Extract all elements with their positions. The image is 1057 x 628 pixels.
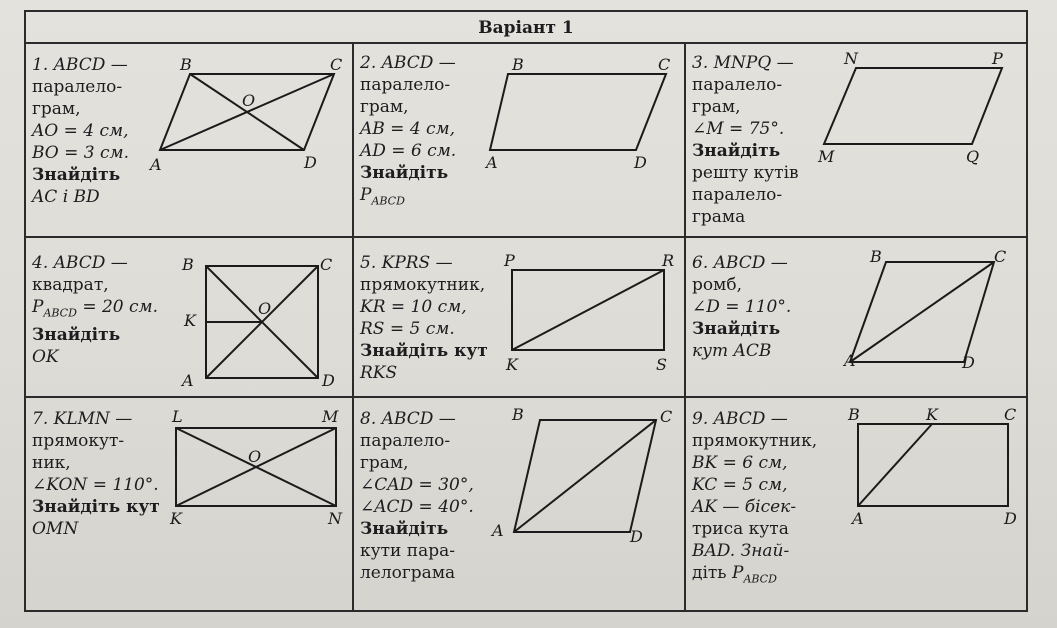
problem-5-text: 5. KPRS — прямокутник, KR = 10 см, RS = 5 см. Знайдіть кут RKS (360, 253, 488, 383)
svg-text:C: C (1004, 405, 1017, 424)
label-b: B (180, 55, 192, 74)
svg-text:B: B (512, 405, 524, 424)
svg-text:M: M (818, 147, 835, 166)
row-divider (26, 396, 1026, 398)
label-c: C (330, 55, 343, 74)
svg-text:B: B (848, 405, 860, 424)
svg-text:C: C (994, 247, 1007, 266)
svg-text:A: A (852, 509, 864, 528)
label-a: A (150, 155, 162, 174)
svg-text:S: S (656, 355, 667, 374)
svg-text:M: M (322, 407, 339, 426)
row-divider (26, 236, 1026, 238)
problem-2-text: 2. ABCD — паралело- грам, AB = 4 см, AD = 6 см. Знайдіть $P_{ABCD}$ (360, 52, 456, 212)
label-d: D (304, 153, 317, 172)
svg-text:K: K (170, 509, 182, 528)
svg-text:A: A (182, 371, 194, 390)
svg-text:N: N (844, 49, 858, 68)
svg-text:C: C (658, 55, 671, 74)
svg-text:C: C (660, 407, 673, 426)
svg-text:P: P (504, 251, 515, 270)
column-divider (352, 42, 354, 610)
svg-text:C: C (320, 255, 333, 274)
svg-text:O: O (258, 299, 272, 318)
column-divider (684, 42, 686, 610)
problems-table (24, 10, 1028, 612)
svg-text:N: N (328, 509, 342, 528)
svg-text:A: A (486, 153, 498, 172)
svg-text:D: D (962, 353, 975, 372)
problem-4-text: 4. ABCD — квадрат, $P_{ABCD} = 20$ см. Знайдіть OK (32, 253, 159, 368)
problem-3-text: 3. MNPQ — паралело- грам, ∠M = 75°. Знайдіть решту кутів паралело- грама (692, 53, 799, 227)
svg-text:O: O (248, 447, 262, 466)
problem-1-text: 1. ABCD — паралело- грам, AO = 4 см, BO = 3 см. Знайдіть AC і BD (32, 55, 130, 207)
svg-text:B: B (182, 255, 194, 274)
svg-text:K: K (506, 355, 518, 374)
svg-text:D: D (634, 153, 647, 172)
svg-text:A: A (492, 521, 504, 540)
svg-text:B: B (870, 247, 882, 266)
svg-text:P: P (992, 49, 1003, 68)
problem-7-text: 7. KLMN — прямокут- ник, ∠KON = 110°. Знайдіть кут OMN (32, 409, 160, 539)
svg-text:D: D (322, 371, 335, 390)
variant-title: Варіант 1 (26, 12, 1026, 44)
problem-9-text: 9. ABCD — прямокутник, BK = 6 см, KC = 5 см, AK — бісек- триса кута BAD. Знай- діть $P_{ABCD}$ (692, 409, 818, 586)
svg-text:K: K (926, 405, 938, 424)
problem-8-text: 8. ABCD — паралело- грам, ∠CAD = 30°, ∠ACD = 40°. Знайдіть кути пара- лелограма (360, 409, 474, 583)
svg-text:Q: Q (966, 147, 980, 166)
problem-6-text: 6. ABCD — ромб, ∠D = 110°. Знайдіть кут ACB (692, 253, 792, 361)
label-o: O (242, 91, 256, 110)
svg-text:A: A (844, 351, 856, 370)
svg-text:B: B (512, 55, 524, 74)
svg-text:K: K (184, 311, 196, 330)
perimeter-label: $P_{ABCD}$ (360, 185, 405, 208)
svg-text:R: R (662, 251, 675, 270)
svg-text:L: L (172, 407, 183, 426)
svg-text:D: D (630, 527, 643, 546)
svg-text:D: D (1004, 509, 1017, 528)
